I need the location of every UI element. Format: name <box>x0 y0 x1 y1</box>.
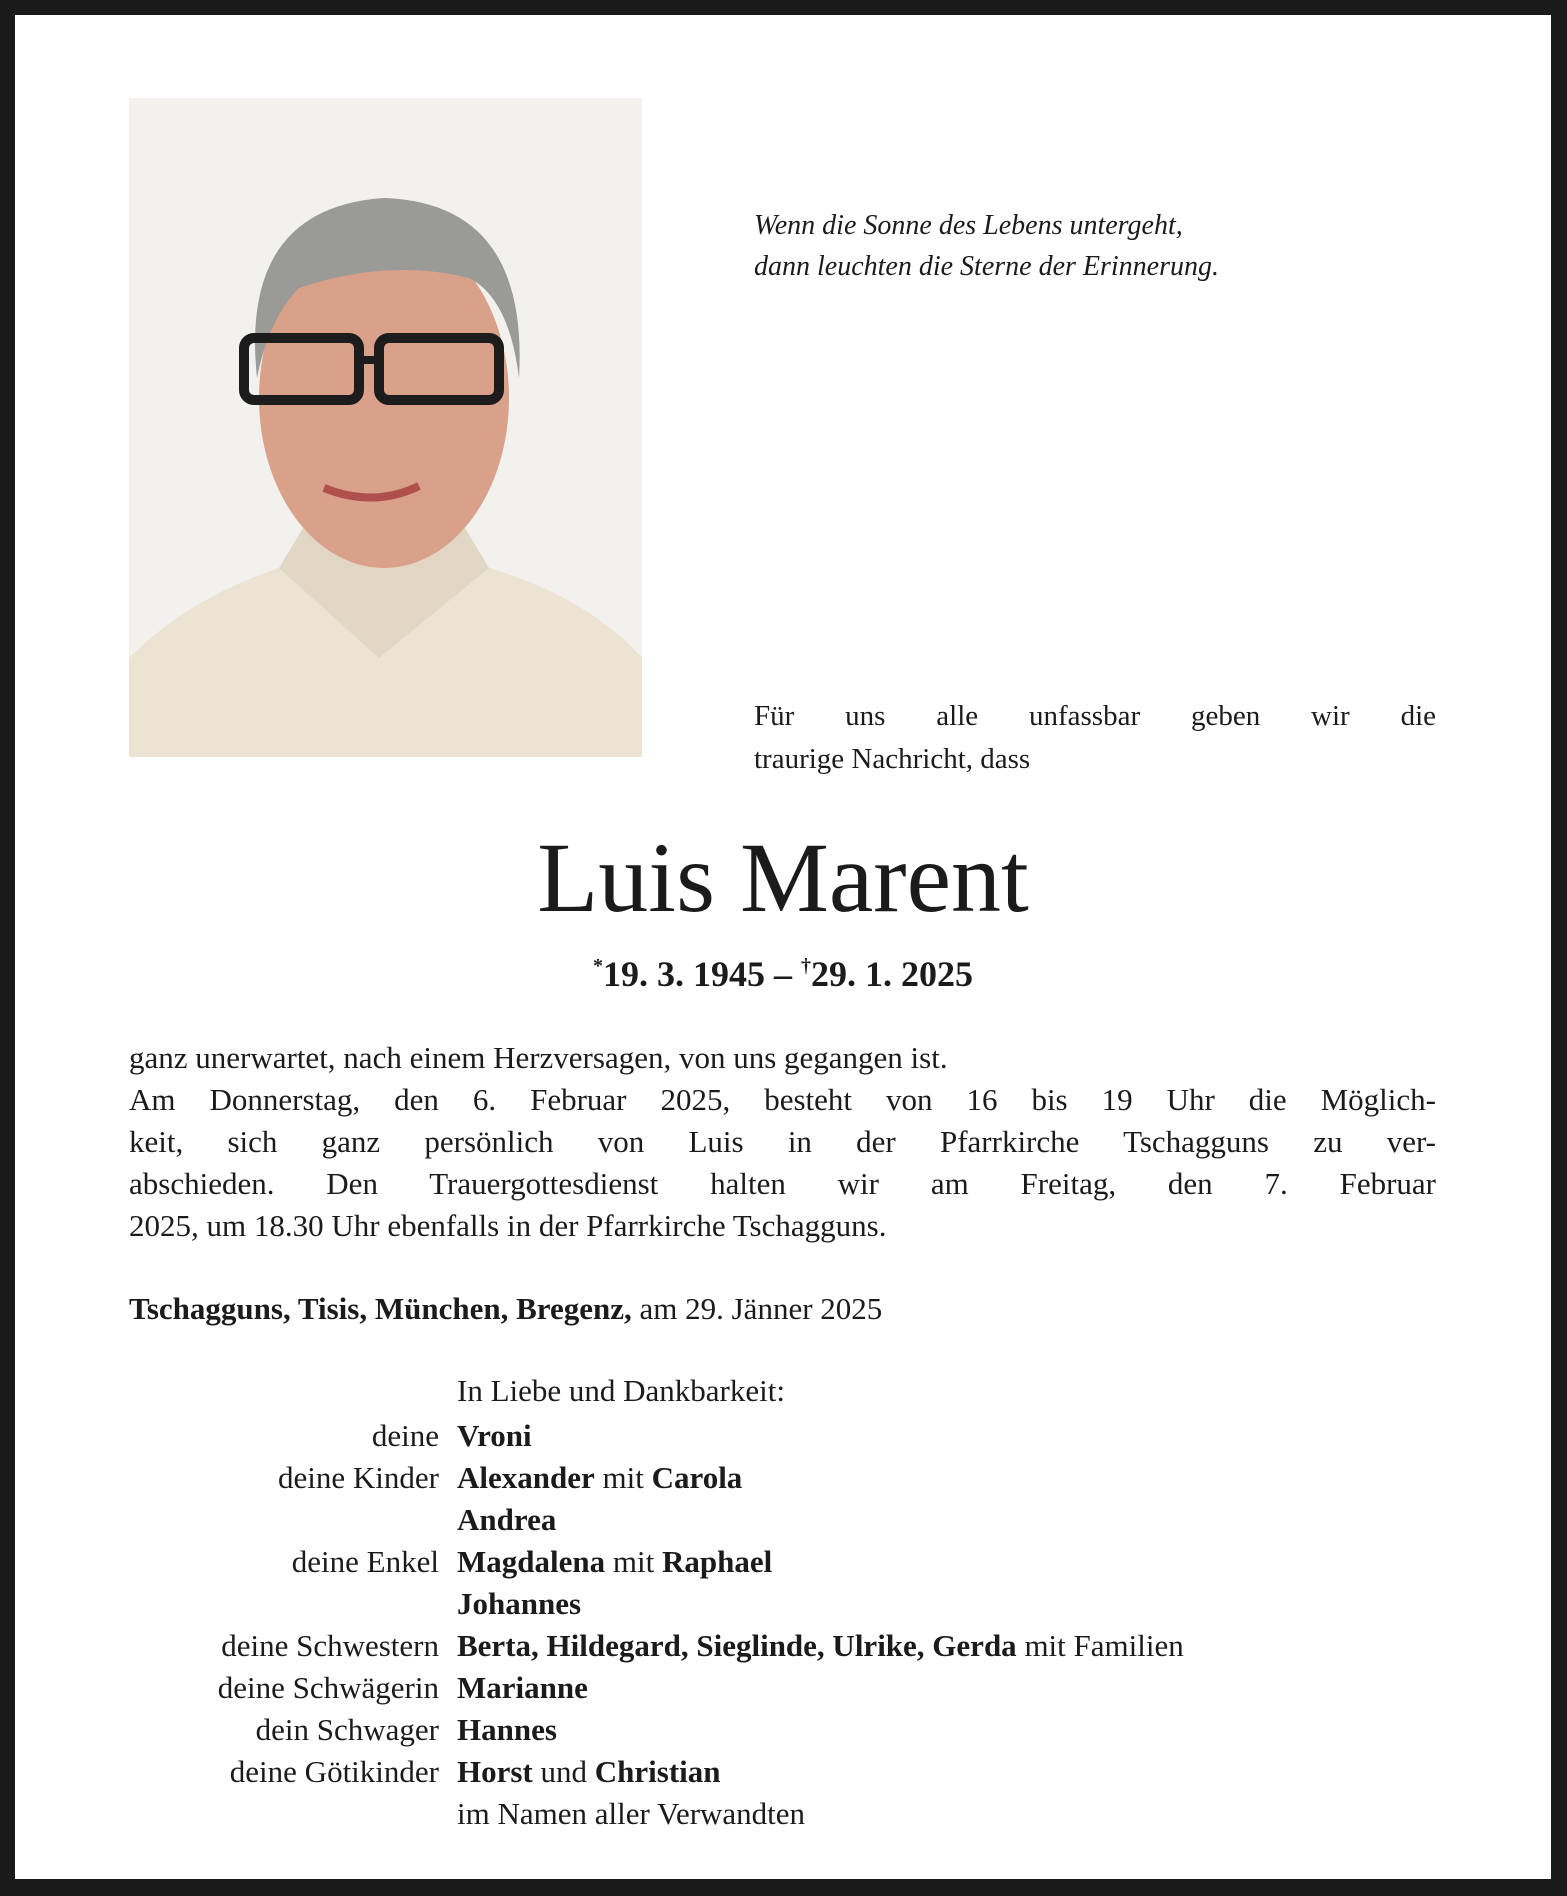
places: Tschagguns, Tisis, München, Bregenz, <box>129 1291 632 1326</box>
mourner-names <box>457 1415 532 1457</box>
mourner-row <box>15 1625 1551 1667</box>
mourner-names <box>457 1751 721 1793</box>
mourner-names <box>457 1541 772 1583</box>
mourner-name: Vroni <box>457 1418 532 1453</box>
mourner-name: Hannes <box>457 1712 557 1747</box>
mourner-row <box>15 1541 1551 1583</box>
connector-text: und <box>532 1754 595 1789</box>
quote-line: dann leuchten die Sterne der Erinnerung. <box>754 251 1220 282</box>
mourner-row <box>15 1415 1551 1457</box>
mourner-row <box>15 1457 1551 1499</box>
deceased-name: Luis Marent <box>537 822 1029 933</box>
relation-label: deine Enkel <box>291 1544 439 1579</box>
relation-label: deine Schwägerin <box>217 1670 439 1705</box>
mourner-names <box>457 1457 742 1499</box>
mourner-row <box>15 1709 1551 1751</box>
places-and-date <box>129 1291 882 1327</box>
relation-label: deine Kinder <box>278 1460 439 1495</box>
mourner-name: Raphael <box>661 1544 773 1579</box>
mourner-names <box>457 1667 588 1709</box>
mourner-name: Christian <box>594 1754 721 1789</box>
connector-text: mit <box>594 1460 652 1495</box>
announcement-text <box>129 1037 1436 1247</box>
body-line: 2025, um 18.30 Uhr ebenfalls in der Pfarrkirche Tschagguns. <box>129 1208 887 1243</box>
mourner-row <box>15 1793 1551 1835</box>
body-line: ganz unerwartet, nach einem Herzversagen, von uns gegangen ist. <box>129 1040 948 1075</box>
mourner-name: Andrea <box>457 1502 557 1537</box>
notice-date: am 29. Jänner 2025 <box>631 1291 883 1326</box>
connector-text: mit Familien <box>1016 1628 1184 1663</box>
mourner-name: Alexander <box>457 1460 595 1495</box>
connector-text: im Namen aller Verwandten <box>457 1796 806 1831</box>
body-line: Am Donnerstag, den 6. Februar 2025, besteht von 16 bis 19 Uhr die Möglich- <box>129 1082 1436 1117</box>
body-line: abschieden. Den Trauergottesdienst halten wir am Freitag, den 7. Februar <box>129 1166 1436 1201</box>
mourner-row <box>15 1583 1551 1625</box>
connector-text: mit <box>605 1544 662 1579</box>
mourner-name: Carola <box>651 1460 743 1495</box>
life-dates <box>15 953 1551 995</box>
birth-symbol: * <box>593 955 603 977</box>
date-separator: – <box>765 954 801 994</box>
portrait-photo <box>129 98 642 757</box>
relation-label: deine Schwestern <box>221 1628 439 1663</box>
body-line: keit, sich ganz persönlich von Luis in der Pfarrkirche Tschagguns zu ver- <box>129 1124 1436 1159</box>
death-date: 29. 1. 2025 <box>811 954 973 994</box>
mourner-name: Magdalena <box>457 1544 606 1579</box>
birth-date: 19. 3. 1945 <box>603 954 765 994</box>
intro-text <box>754 695 1436 781</box>
mourner-names <box>457 1583 581 1625</box>
mourner-name: Berta, Hildegard, Sieglinde, Ulrike, Gerda <box>457 1628 1017 1663</box>
mourners-list <box>15 1415 1551 1835</box>
intro-line: traurige Nachricht, dass <box>754 743 1031 775</box>
closing-greeting: In Liebe und Dankbarkeit: <box>457 1373 785 1408</box>
intro-line: Für uns alle unfassbar geben wir die <box>754 700 1436 732</box>
relation-label: deine Götikinder <box>229 1754 439 1789</box>
mourner-name: Horst <box>457 1754 533 1789</box>
mourner-name: Marianne <box>457 1670 588 1705</box>
death-symbol: † <box>801 955 811 977</box>
mourner-name: Johannes <box>457 1586 582 1621</box>
obituary-page <box>15 15 1551 1879</box>
relation-label: dein Schwager <box>255 1712 439 1747</box>
quote-line: Wenn die Sonne des Lebens untergeht, <box>754 210 1183 241</box>
mourner-names <box>457 1625 1184 1667</box>
mourner-row <box>15 1499 1551 1541</box>
mourner-names <box>457 1709 557 1751</box>
mourner-names <box>457 1499 556 1541</box>
relation-label: deine <box>371 1418 439 1453</box>
mourner-row <box>15 1667 1551 1709</box>
mourner-row <box>15 1751 1551 1793</box>
memorial-quote <box>754 205 1219 287</box>
mourner-names <box>457 1793 805 1835</box>
